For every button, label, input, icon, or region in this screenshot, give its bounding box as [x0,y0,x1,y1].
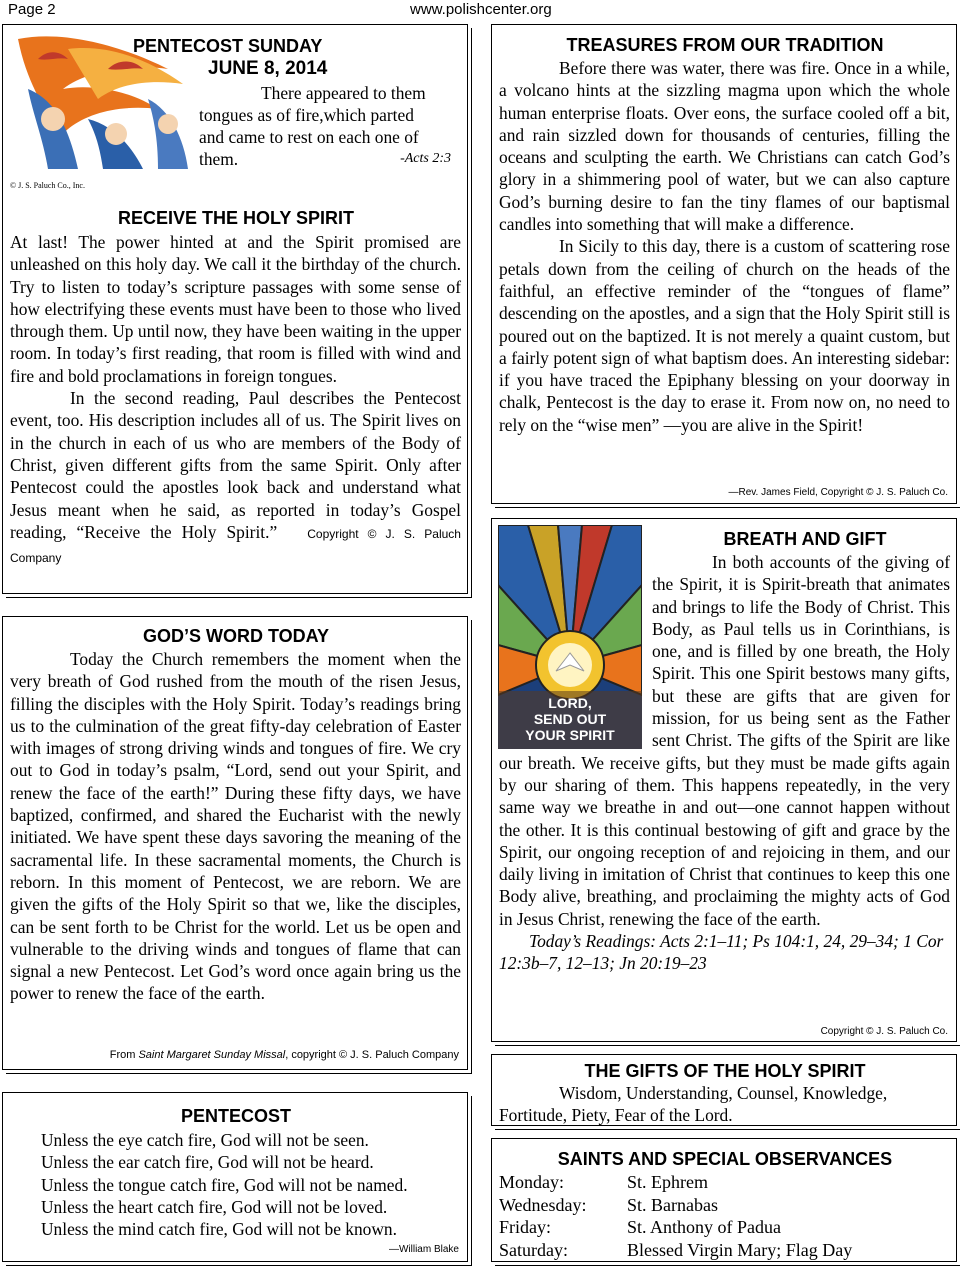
image-credit: © J. S. Paluch Co., Inc. [10,181,85,190]
todays-readings: Today’s Readings: Acts 2:1–11; Ps 104:1, 24, 29–34; 1 Cor 12:3b–7, 12–13; Jn 20:19–23 [499,931,944,974]
quote-line: them. [199,149,239,169]
page-number: Page 2 [8,1,56,18]
image-caption-line: YOUR SPIRIT [525,727,615,743]
saints-observance: St. Ephrem [627,1172,708,1192]
breath-title: BREATH AND GIFT [723,529,887,549]
poem-line: Unless the tongue catch fire, God will not be named. [41,1174,408,1195]
gods-word-title: GOD’S WORD TODAY [142,626,330,646]
gods-word-credit: From Saint Margaret Sunday Missal, copyright © J. S. Paluch Company [109,1049,459,1061]
poem-line: Unless the ear catch fire, God will not be heard. [41,1152,374,1173]
saints-day: Saturday: [499,1239,568,1260]
page-header [0,0,960,22]
saints-day: Friday: [499,1217,551,1237]
gifts-box [491,1054,957,1126]
breath-text [499,551,950,975]
website-url[interactable]: www.polishcenter.org [410,1,552,18]
gods-word-box [2,616,468,1070]
treasures-box [491,24,957,504]
receive-paragraph: In the second reading, Paul describes the Pentecost event, too. His description includes all of us. The Spirit lives on in the church in each of us who are members of the Body of Christ, given different gifts from the same Spirit. Only after Pentecost could the apostles look back and understand what Jesus meant when he said, as reported in today’s Gospel reading, “Receive the Holy Spirit.” Copyright © J. S. Paluch Company [10,388,461,566]
date-heading: JUNE 8, 2014 [208,58,328,79]
pentecost-poem-box [2,1092,468,1262]
saints-day: Monday: [499,1172,564,1192]
breath-gift-box [491,518,957,1042]
gifts-title: THE GIFTS OF THE HOLY SPIRIT [584,1061,866,1081]
treasures-credit: —Rev. James Field, Copyright © J. S. Paluch Co. [728,487,948,498]
gifts-text: Wisdom, Understanding, Counsel, Knowledge, Fortitude, Piety, Fear of the Lord. [499,1083,888,1126]
receive-credit: Copyright © J. S. Paluch Company [10,526,461,566]
treasures-paragraph: Before there was water, there was fire. Once in a while, a volcano hints at the sizzling magma upon which the whole human enterprise floats. Over eons, the surface cooled off a bit, and rain sizzled down for thousands of centuries, filling the oceans and sculpting the earth. We Christians can catch God’s glory in a shimmering pool of water, but we can also capture God’s burning desire to fan the tiny flames of our baptismal candles into something that will make a difference. [499,58,950,235]
saints-observance: Blessed Virgin Mary; Flag Day [627,1239,853,1260]
treasures-title: TREASURES FROM OUR TRADITION [566,35,884,55]
quote-line: There appeared to them [261,83,426,103]
poem-line: Unless the mind catch fire, God will not be known. [41,1219,397,1240]
image-caption-line: LORD, [548,695,592,711]
saints-box [491,1138,957,1262]
poem-lines [41,1129,408,1240]
poem-line: Unless the heart catch fire, God will not be loved. [41,1196,388,1217]
pentecost-sunday-title: PENTECOST SUNDAY [133,36,323,56]
receive-title: RECEIVE THE HOLY SPIRIT [117,208,355,228]
poem-line: Unless the eye catch fire, God will not be seen. [41,1130,369,1150]
receive-paragraph: At last! The power hinted at and the Spirit promised are unleashed on this holy day. We call it the birthday of the church. Try to listen to today’s scripture passages with some sense of how electrifying these events must have been to those who lived through them. Up until now, they have been waiting in the upper room. In today’s first reading, that room is filled with wind and fire and bold proclamations in foreign tongues. [10,232,461,386]
breath-paragraph: In both accounts of the giving of the Spirit, it is Spirit-breath that animates and brings to life the Body of Christ. This Body, as Paul tells us in Corinthians, is one, and is filled by one breath, the Holy Spirit. This one Spirit bestows many gifts, but these are gifts that are given for mission, for us being sent as the Father sent Christ. The gifts of the Spirit are like our breath. We receive gifts, but they must be made gifts again by our sharing of them. This happens repeatedly, in the very same way we breathe in and out—one cannot happen without the other. It is this continual bestowing of gift and grace by the Spirit, our ongoing reception of and rejoicing in them, and our daily living in imitation of Christ that continues to keep this one Body alive, breathing, and proclaiming the mighty acts of God in Jesus Christ, renewing the face of the earth. [499,552,950,929]
breath-credit: Copyright © J. S. Paluch Co. [820,1026,948,1037]
quote-line: and came to rest on each one of [199,127,419,147]
treasures-text [499,57,950,436]
poem-title: PENTECOST [180,1106,291,1126]
saints-table [499,1171,950,1261]
poem-author: —William Blake [388,1244,459,1255]
gods-word-text: Today the Church remembers the moment when the very breath of God rushed from the mouth of the risen Jesus, filling the disciples with the Holy Spirit. Today’s readings bring us to the culmination of the great fifty-day celebration of Easter with images of strong driving winds and tongues of fire. We cry out to God in today’s psalm, “Lord, send out your Spirit, and renew the face of the earth!” During these fifty days, we have baptized, confirmed, and shared the Eucharist with the newly initiated. We have spent these days savoring the meaning of the sacramental life. In these sacramental moments, the Church is reborn. In this moment of Pentecost, we are reborn. We are given the gifts of the Holy Spirit so that we, like the disciples, can be sent forth to be Christ for the world. Let us be open and vulnerable to the driving winds and tongues of flame that can signal a new Pentecost. Let God’s word once again bring us the power to renew the face of the earth. [10,649,461,1004]
saints-observance: St. Anthony of Padua [627,1217,782,1237]
receive-text [10,231,461,569]
saints-title: SAINTS AND SPECIAL OBSERVANCES [557,1149,893,1169]
receive-spirit-box [2,24,468,594]
saints-observance: St. Barnabas [627,1194,718,1215]
scripture-quote [199,82,459,170]
missal-title: Saint Margaret Sunday Missal [138,1049,286,1061]
treasures-paragraph: In Sicily to this day, there is a custom of scattering rose petals down from the ceiling of church on the heads of the faithful, an effective reminder of the “tongues of flame” descending on the apostles, and a sign that the Holy Spirit still is poured out on the baptized. It is not merely a quaint custom, but a fairly potent sign of what baptism does. An interesting sidebar: if you have traced the Epiphany blessing on your doorway in chalk, Pentecost is the day to erase it. From now on, no need to rely on the “wise men” —you are alive in the Spirit! [499,236,950,435]
quote-line: tongues as of fire,which parted [199,105,414,125]
quote-citation: -Acts 2:3 [400,151,451,166]
saints-day: Wednesday: [499,1194,587,1215]
image-caption-line: SEND OUT [533,711,607,727]
